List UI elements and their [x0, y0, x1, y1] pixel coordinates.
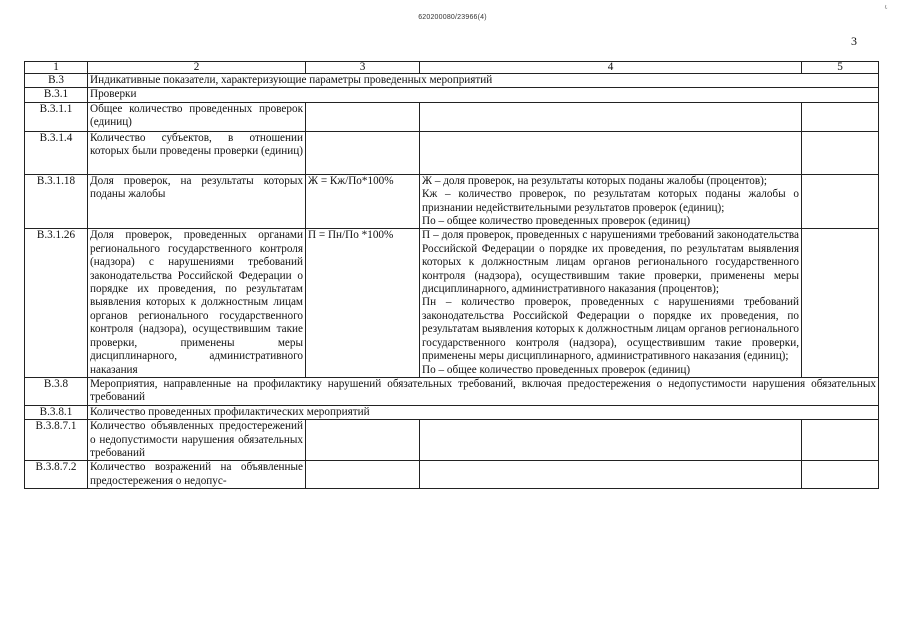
column-header: 5: [802, 62, 879, 74]
table-row: [25, 461, 879, 489]
formula-cell: [306, 102, 420, 131]
row-code: В.3.1.26: [25, 229, 88, 377]
document-id: 620200080/23966(4): [418, 14, 487, 21]
table-header-row: [25, 62, 879, 74]
notes-cell: [802, 102, 879, 131]
section-title: Количество проведенных профилактических мероприятий: [88, 405, 879, 419]
description-cell: [420, 102, 802, 131]
indicators-table: [24, 61, 879, 489]
table-row: [25, 377, 879, 405]
description-cell: [420, 131, 802, 174]
indicator-name: Количество субъектов, в отношении которых были проведены проверки (единиц): [88, 131, 306, 174]
table-row: [25, 74, 879, 88]
table-row: [25, 174, 879, 229]
notes-cell: [802, 131, 879, 174]
row-code: В.3: [25, 74, 88, 88]
indicator-name: Количество возражений на объявленные предостережения о недопус-: [88, 461, 306, 489]
description-line: Пн – количество проверок, проведенных с нарушениями требований законодательства Российской Федерации о порядке их проведения, по результатам выявления которых к должностным лицам органов регионального государственного контроля (надзора), осуществившим такие проверки, применены меры дисциплинарного, административного наказания (единиц);: [422, 296, 799, 363]
row-code: В.3.8: [25, 377, 88, 405]
description-cell: [420, 174, 802, 229]
row-code: В.3.1.18: [25, 174, 88, 229]
formula-cell: [306, 420, 420, 461]
description-cell: [420, 461, 802, 489]
column-header: 4: [420, 62, 802, 74]
column-header: 1: [25, 62, 88, 74]
formula-cell: Ж = Кж/По*100%: [306, 174, 420, 229]
table-row: [25, 405, 879, 419]
table-row: [25, 229, 879, 377]
page-number: 3: [851, 34, 857, 48]
notes-cell: [802, 461, 879, 489]
column-header: 2: [88, 62, 306, 74]
table-row: [25, 102, 879, 131]
table-row: [25, 88, 879, 102]
notes-cell: [802, 229, 879, 377]
formula-cell: [306, 461, 420, 489]
section-title: Проверки: [88, 88, 879, 102]
section-title: Индикативные показатели, характеризующие параметры проведенных мероприятий: [88, 74, 879, 88]
formula-cell: [306, 131, 420, 174]
indicator-name: Доля проверок, на результаты которых поданы жалобы: [88, 174, 306, 229]
description-line: П – доля проверок, проведенных с нарушениями требований законодательства Российской Федерации о порядке их проведения, по результатам выявления которых к должностным лицам органов регионального государственного контроля (надзора), осуществившим такие проверки, применены меры дисциплинарного, административного наказания (процентов);: [422, 229, 799, 296]
corner-mark: ᒡ: [882, 3, 889, 14]
indicator-name: Общее количество проведенных проверок (единиц): [88, 102, 306, 131]
row-code: В.3.8.7.2: [25, 461, 88, 489]
description-cell: [420, 229, 802, 377]
description-cell: [420, 420, 802, 461]
description-line: По – общее количество проведенных проверок (единиц): [422, 363, 691, 376]
row-code: В.3.1.4: [25, 131, 88, 174]
indicator-name: Доля проверок, проведенных органами регионального государственного контроля (надзора) с нарушениями требований законодательства Российской Федерации о порядке их проведения, по результатам выявления которых к должностным лицам органов регионального государственного контроля (надзора), осуществившим такие проверки, применены меры дисциплинарного, административного наказания: [88, 229, 306, 377]
description-line: По – общее количество проведенных проверок (единиц): [422, 215, 691, 228]
row-code: В.3.1: [25, 88, 88, 102]
description-line: Ж – доля проверок, на результаты которых поданы жалобы (процентов);: [422, 174, 767, 187]
row-code: В.3.8.7.1: [25, 420, 88, 461]
indicator-name: Количество объявленных предостережений о недопустимости нарушения обязательных требований: [88, 420, 306, 461]
row-code: В.3.8.1: [25, 405, 88, 419]
table-row: [25, 420, 879, 461]
table-row: [25, 131, 879, 174]
section-title: Мероприятия, направленные на профилактику нарушений обязательных требований, включая предостережения о недопустимости нарушения обязательных требований: [88, 377, 879, 405]
description-line: Кж – количество проверок, по результатам которых поданы жалобы о признании недействительными результатов проверок (единиц);: [422, 188, 799, 214]
notes-cell: [802, 420, 879, 461]
row-code: В.3.1.1: [25, 102, 88, 131]
formula-cell: П = Пн/По *100%: [306, 229, 420, 377]
notes-cell: [802, 174, 879, 229]
column-header: 3: [306, 62, 420, 74]
